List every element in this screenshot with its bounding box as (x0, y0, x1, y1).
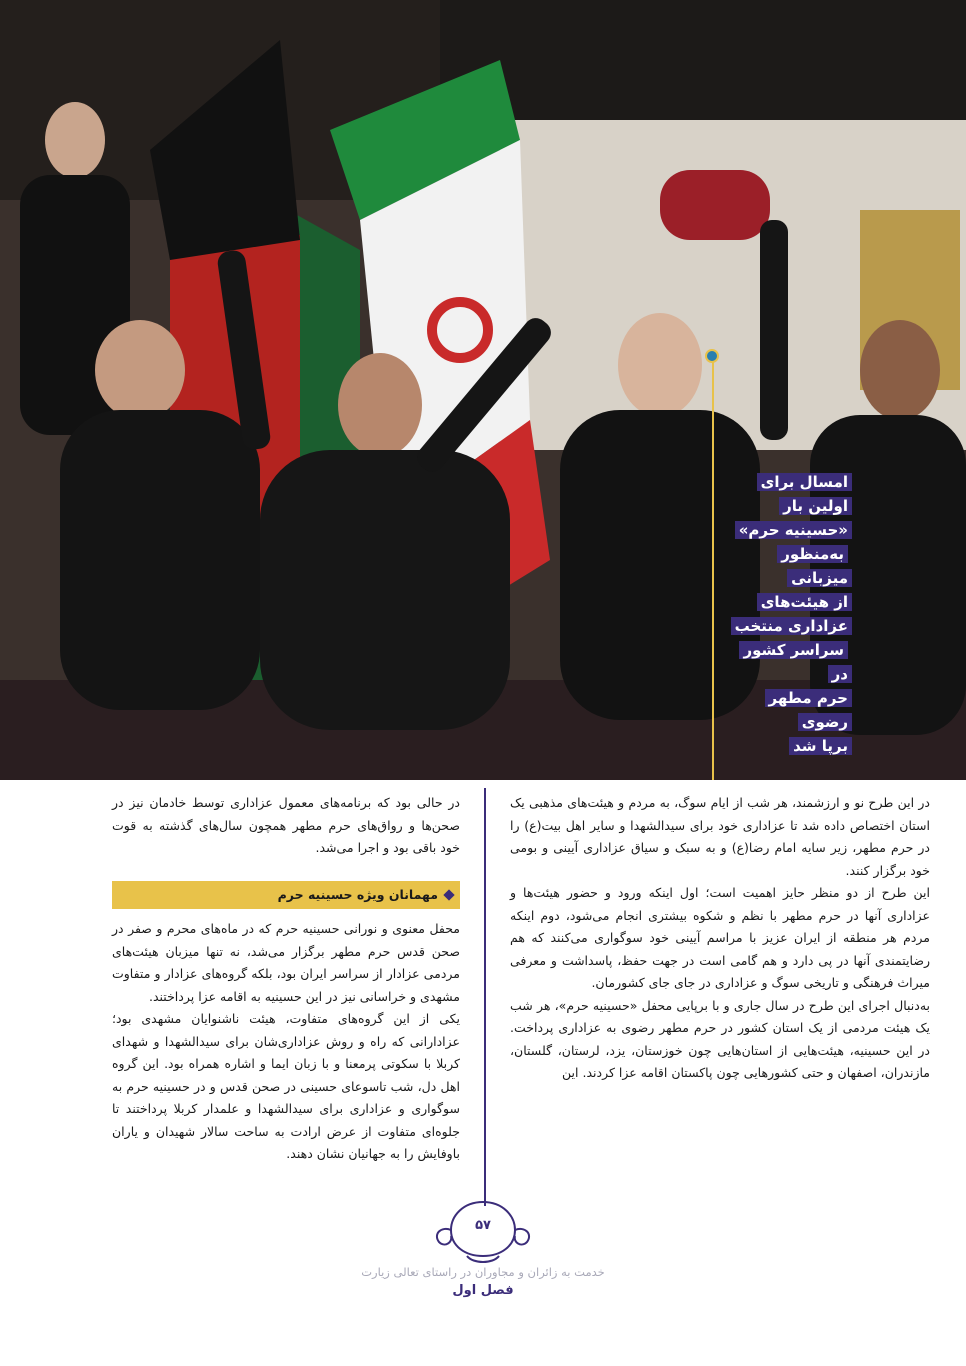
article-paragraph: این طرح از دو منظر حایز اهمیت است؛ اول اینکه ورود و حضور هیئت‌ها و عزاداری آنها در حرم مطهر با نظم و شکوه بیشتری انجام می‌شود، دوم اینکه مردم هر منطقه از ایران عزیز با مراسم آیینی خود سوگواری می‌کنند که هم رضایتمندی آنها در پی دارد و هم گامی است در جهت حفظ، پاسداشت و معرفی میراث فرهنگی و تاریخی سوگ و عزاداری در جای جای کشورمان. (510, 885, 930, 990)
article-paragraph: یکی از این گروه‌های متفاوت، هیئت ناشنوایان مشهدی بود؛ عزادارانی که راه و روش عزاداری‌شان برای سیدالشهدا و شهدای کربلا با سکوتی پرمعنا و با زبان ایما و اشاره همراه بود. این گروه اهل دل، شب تاسوعای حسینی در صحن قدس و در حسینیه حرم به سوگواری و عزاداری برای سیدالشهدا و علمدار کربلا پرداختند تا جلوه‌ای متفاوت از عرض ارادت به ساحت سالار شهیدان و یاران باوفایش را به جهانیان نشان دهند. (112, 1011, 460, 1161)
section-heading-text: مهمانان ویژه حسینیه حرم (277, 887, 438, 902)
callout-line-4: به‌منظور میزبانی (777, 545, 852, 587)
diamond-bullet-icon (442, 888, 456, 902)
photo-callout (722, 470, 852, 758)
callout-line-5: از هیئت‌های (757, 593, 852, 611)
callout-line-7: سراسر کشور در (739, 641, 852, 683)
callout-dot (705, 349, 719, 363)
article-right-column (510, 792, 930, 1085)
callout-line-2: اولین بار (779, 497, 852, 515)
article-left-column-top (112, 792, 460, 860)
article-paragraph: در این طرح نو و ارزشمند، هر شب از ایام سوگ، به مردم و هیئت‌های مذهبی یک استان اختصاص داده شد تا عزاداری خود برای سیدالشهدا و سایر اهل بیت(ع) را در حرم مطهر، زیر سایه امام رضا(ع) و به سبک و سیاق عزاداری آیینی و بومی خود برگزار کنند. (510, 795, 930, 878)
callout-line-9: برپا شد (789, 737, 852, 755)
page-number: ۵۷ (475, 1218, 491, 1233)
callout-line-1: امسال برای (757, 473, 852, 491)
article-paragraph: به‌دنبال اجرای این طرح در سال جاری و با برپایی محفل «حسینیه حرم»، هر شب یک هیئت مردمی از یک استان کشور در حرم مطهر رضوی به عزاداری پرداخت. در این حسینیه، هیئت‌هایی از استان‌هایی چون خوزستان، یزد، لرستان، گلستان، مازندران، اصفهان و حتی کشورهایی چون پاکستان اقامه عزا کردند. این (510, 997, 930, 1080)
callout-line-3: «حسینیه حرم» (735, 521, 852, 539)
article-paragraph: محفل معنوی و نورانی حسینیه حرم که در ماه‌های محرم و صفر در صحن قدس حرم مطهر برگزار می‌شد، نه تنها میزبان هیئت‌های مردمی عزادار از سراسر ایران بود، بلکه گروه‌های عزادار و متفاوت مشهدی و خراسانی نیز در این حسینیه به اقامه عزا پرداختند. (112, 921, 460, 1004)
callout-line-8: حرم مطهر رضوی (765, 689, 853, 731)
footer-chapter: فصل اول (452, 1283, 514, 1298)
article-paragraph: در حالی بود که برنامه‌های معمول عزاداری توسط خادمان نیز در صحن‌ها و رواق‌های حرم مطهر همچون سال‌های گذشته به قوت خود باقی بود و اجرا می‌شد. (112, 795, 460, 855)
footer-title: خدمت به زائران و مجاوران در راستای تعالی زیارت (361, 1265, 605, 1279)
callout-line-6: عزاداری منتخب (731, 617, 852, 635)
section-heading (112, 881, 460, 909)
article-left-column-bottom (112, 918, 460, 1166)
column-divider (484, 788, 486, 1206)
callout-line (712, 356, 714, 780)
